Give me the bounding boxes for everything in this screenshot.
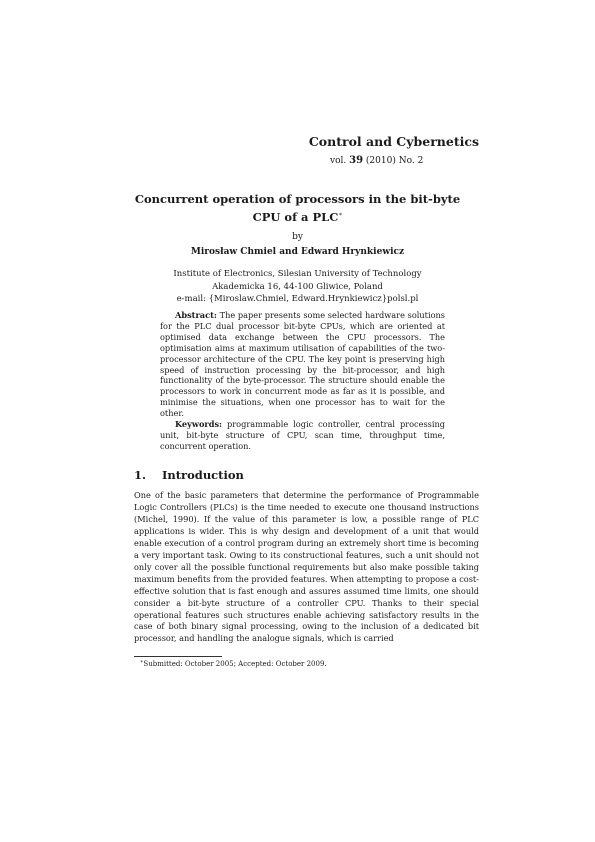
volume-number: 39 xyxy=(349,155,364,166)
keywords-paragraph xyxy=(160,419,445,452)
by-line: by xyxy=(292,232,303,242)
authors: Mirosław Chmiel and Edward Hrynkiewicz xyxy=(190,247,405,257)
introduction-paragraph: One of the basic parameters that determine the performance of Programmable Logic Controllers (PLCs) is the time needed to execute one thousand instructions (Michel, 1990). If the value of this parameter is low, a possible range of PLC applications is wider. This is why design and development of a unit that would enable execution of a control program during an extremely short time is becoming a very important task. Owing to its constructional features, such a unit should not only cover all the possible functional requirements but also make possible taking maximum benefits from the provided features. When attempting to propose a cost-effective solution that is fast enough and assures assumed time limits, one should consider a bit-byte structure of a controller CPU. Thanks to their special operational features such structures enable achieving satisfactory results in the case of both binary signal processing, owing to the inclusion of a dedicated bit processor, and handling the analogue signals, which is carried xyxy=(134,490,479,644)
keywords-text: programmable logic controller, central processing unit, bit-byte structure of CPU, scan time, throughput time, concurrent operation. xyxy=(160,419,445,451)
footnote xyxy=(140,659,327,668)
abstract-paragraph xyxy=(160,310,445,419)
affiliation-institute: Institute of Electronics, Silesian University of Technology xyxy=(173,269,422,279)
year-issue: (2010) No. 2 xyxy=(365,156,424,166)
section-heading xyxy=(134,468,244,482)
affiliation-address: Akademicka 16, 44-100 Gliwice, Poland xyxy=(212,281,383,292)
paper-title-text: Concurrent operation of processors in the bit-byte CPU of a PLC xyxy=(134,192,461,224)
title-footnote-mark: ∗ xyxy=(338,211,343,218)
introduction-text xyxy=(134,490,479,645)
section-title: Introduction xyxy=(162,468,244,482)
volume-prefix: vol. xyxy=(330,156,347,166)
keywords-label: Keywords: xyxy=(175,419,223,430)
abstract-text: The paper presents some selected hardware solutions for the PLC dual processor bit-byte CPUs, which are oriented at optimised data exchange between the CPU processors. The optimisation aims at maximum utilisation of capabilities of the two-processor architecture of the CPU. The key point is preserving high speed of instruction processing by the bit-processor, and high functionality of the byte-processor. The structure should enable the processors to work in concurrent mode as far as it is possible, and minimise the situations, when one processor has to wait for the other. xyxy=(160,310,445,419)
affiliation-email: e-mail: {Miroslaw.Chmiel, Edward.Hrynkiewicz}polsl.pl xyxy=(176,294,419,304)
affiliation xyxy=(125,268,470,306)
paper-title xyxy=(125,192,470,225)
journal-name: Control and Cybernetics xyxy=(308,134,479,149)
section-number: 1. xyxy=(134,468,147,482)
footnote-text: Submitted: October 2005; Accepted: October 2009. xyxy=(143,660,327,668)
journal-issue xyxy=(330,155,423,166)
footnote-rule xyxy=(134,656,222,657)
abstract xyxy=(160,310,445,452)
abstract-label: Abstract: xyxy=(175,310,217,320)
footnote-mark: ∗ xyxy=(140,659,144,665)
